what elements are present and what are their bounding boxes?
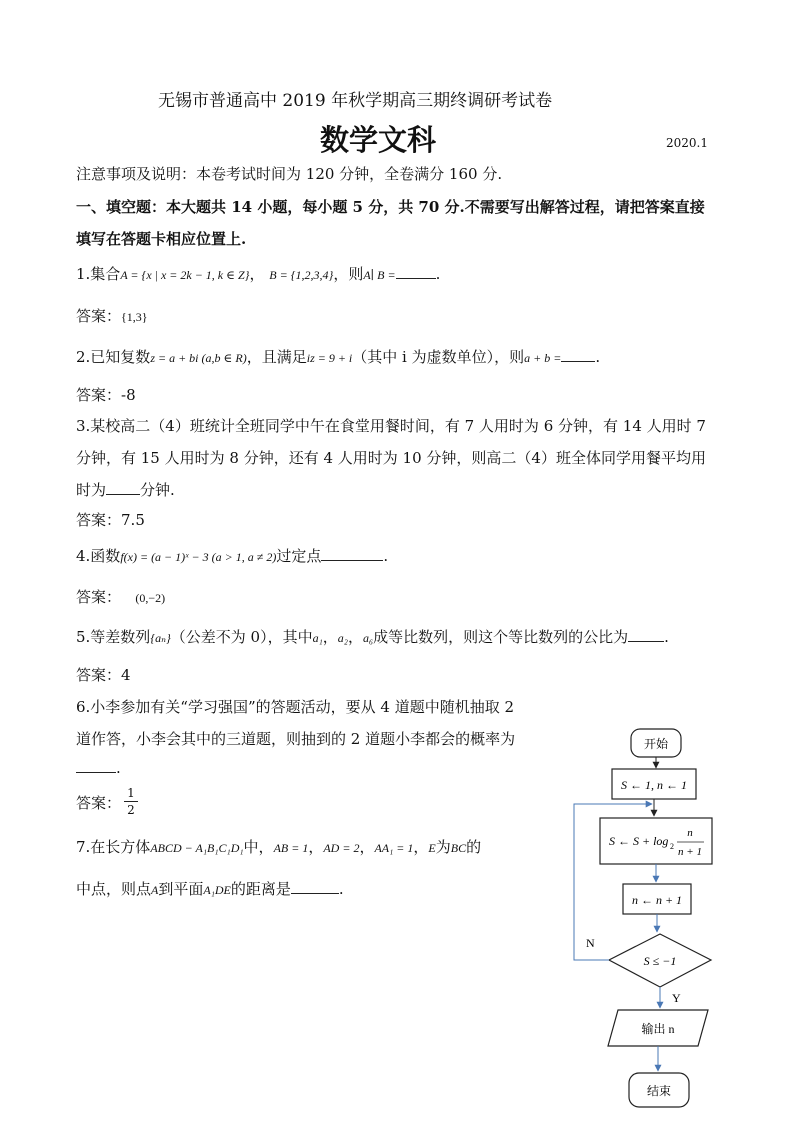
q1-prefix: 1.集合 (76, 265, 121, 283)
q5-a1: a₁ (312, 631, 323, 645)
q7-point-e: E (428, 841, 436, 855)
q7-prefix: 7.在长方体 (76, 838, 151, 856)
flow-frac-den: n + 1 (678, 846, 702, 858)
exam-date: 2020.1 (666, 136, 708, 150)
q7-line2-b: 到平面 (158, 880, 204, 898)
exam-title: 无锡市普通高中 2019 年秋学期高三期终调研考试卷 (158, 91, 553, 111)
q3-answer-value: 7.5 (121, 511, 145, 529)
q2-answer-label: 答案： (76, 386, 122, 404)
section-heading-line2: 填写在答题卡相应位置上. (76, 230, 247, 248)
q3-line2: 分钟，有 15 人用时为 8 分钟，还有 4 人用时为 10 分钟，则高二（4）班全体同学用餐平均用 (76, 449, 706, 467)
q2-z: z = a + bi (a,b ∈ R) (150, 351, 247, 365)
q2-end: . (595, 348, 601, 366)
q6-line1: 6.小李参加有关“学习强国”的答题活动，要从 4 道题中随机抽取 2 (76, 698, 515, 716)
q4-end: . (383, 547, 389, 565)
q5-prefix: 5.等差数列 (76, 628, 151, 646)
q7-plane: A₁DE (203, 883, 231, 897)
q7-bc: BC (450, 841, 467, 855)
flow-end-label: 结束 (646, 1084, 672, 1098)
q6-fraction-numerator: 1 (127, 786, 135, 800)
q1-set-b: B = {1,2,3,4} (269, 268, 334, 282)
section-heading-line1: 一、填空题：本大题共 14 小题，每小题 5 分，共 70 分.不需要写出解答过程，请把答案直接 (76, 198, 705, 216)
flow-output-label: 输出 n (641, 1022, 675, 1036)
q5-a6: a₆ (362, 631, 374, 645)
q4-prefix: 4.函数 (76, 547, 121, 565)
q1-then: ，则 (333, 265, 364, 283)
q7-wei: 为 (435, 838, 451, 856)
q7-box: ABCD − A₁B₁C₁D₁ (150, 841, 244, 855)
q4-suffix: 过定点 (276, 547, 322, 565)
q1-sep: ， (249, 265, 265, 283)
q5-comma-1: ， (322, 628, 338, 646)
q4-answer-label: 答案： (76, 588, 122, 606)
flow-incr-label: n ← n + 1 (631, 893, 683, 907)
q3-line3-b: 分钟. (140, 481, 175, 499)
q1-end: . (435, 265, 441, 283)
question-7-line1: 7.在长方体ABCD − A₁B₁C₁D₁中，AB = 1，AD = 2，AA₁ = 1，E为BC的 (76, 838, 482, 856)
q7-end: . (338, 880, 344, 898)
q6-fraction-denominator: 2 (127, 803, 135, 817)
q7-point-a: A (151, 883, 159, 897)
q6-answer-label: 答案： (76, 794, 122, 812)
q1-set-a: A = {x | x = 2k − 1, k ∈ Z} (120, 268, 250, 282)
q5-end: . (664, 628, 669, 646)
q3-line1: 3.某校高二（4）班统计全班同学中午在食堂用餐时间，有 7 人用时为 6 分钟，有 14 人用时 7 (76, 417, 706, 435)
q7-de: 的 (466, 838, 482, 856)
flow-no-label: N (586, 936, 595, 950)
q6-line2: 道作答，小李会其中的三道题，则抽到的 2 道题小李都会的概率为 (76, 730, 516, 748)
q2-prefix: 2.已知复数 (76, 348, 151, 366)
q4-function: f(x) = (a − 1)ˣ − 3 (a > 1, a ≠ 2) (120, 550, 277, 564)
flow-init-label: S ← 1, n ← 1 (621, 778, 687, 792)
flow-log-base: 2 (670, 842, 674, 851)
q1-answer-value: {1,3} (121, 310, 148, 324)
q7-mid: 中， (243, 838, 274, 856)
q2-note: （其中 i 为虚数单位），则 (352, 348, 525, 366)
q1-answer-label: 答案： (76, 307, 122, 325)
flow-update-lhs: S ← S + log (609, 834, 669, 848)
q2-cond: iz = 9 + i (306, 351, 353, 365)
q7-line2-c: 的距离是 (230, 880, 291, 898)
flow-decision-label: S ≤ −1 (643, 954, 677, 968)
q2-answer-value: -8 (121, 386, 136, 404)
notice: 注意事项及说明：本卷考试时间为 120 分钟，全卷满分 160 分. (76, 165, 503, 183)
subject-title: 数学文科 (320, 123, 437, 157)
q6-end: . (116, 759, 121, 777)
q5-suffix: 成等比数列，则这个等比数列的公比为 (373, 628, 629, 646)
q3-line3-a: 时为 (76, 481, 107, 499)
q3-answer-label: 答案： (76, 511, 122, 529)
flow-yes-label: Y (672, 991, 681, 1005)
q2-mid: ，且满足 (246, 348, 307, 366)
q5-mid: （公差不为 0），其中 (170, 628, 313, 646)
q7-ab: AB = 1 (273, 841, 309, 855)
q5-comma-2: ， (347, 628, 363, 646)
flow-frac-num: n (687, 827, 693, 839)
flow-start-label: 开始 (643, 737, 669, 751)
q1-expr: A∣ B = (363, 268, 396, 282)
q5-answer-label: 答案： (76, 666, 122, 684)
q5-answer-value: 4 (121, 666, 131, 684)
q5-seq: {aₙ} (150, 631, 171, 645)
q2-expr: a + b = (524, 351, 562, 365)
q5-a2: a₂ (337, 631, 348, 645)
q7-line2-a: 中点，则点 (76, 880, 152, 898)
q4-answer-value: (0,−2) (135, 591, 166, 605)
q7-aa1: AA₁ = 1 (374, 841, 414, 855)
q7-ad: AD = 2 (323, 841, 360, 855)
